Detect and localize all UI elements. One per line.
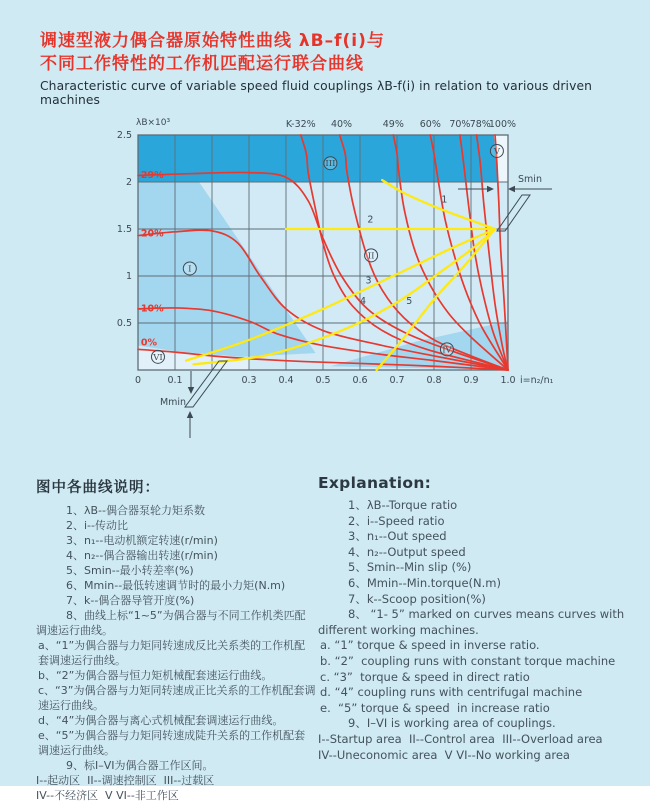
svg-text:5: 5 (406, 296, 413, 308)
legend-en-item-11: c. “3” torque & speed in direct ratio (320, 669, 530, 684)
legend-en-item-8: 8、 “1- 5” marked on curves means curves with different working machines. (318, 607, 625, 637)
svg-text:0.7: 0.7 (389, 375, 405, 386)
svg-text:i=n₂/n₁: i=n₂/n₁ (520, 375, 554, 386)
page-title-en: Characteristic curve of variable speed fluid couplings λB-f(i) in relation to various driven machines (40, 79, 593, 107)
svg-text:III: III (325, 159, 336, 170)
legend-zh-item-5: 5、Smin--最小转差率(%) (66, 564, 194, 577)
legend-zh-item-4: 4、n₂--偶合器输出转速(r/min) (66, 549, 218, 562)
svg-text:4: 4 (360, 296, 367, 308)
legend-zh-item-2: 2、i--传动比 (66, 519, 128, 532)
legend-en-item-13: e. “5” torque & speed in increase ratio (320, 700, 550, 715)
legend-en-item-3: 3、n₁--Out speed (348, 529, 447, 544)
legend-zh-item-12: d、“4”为偶合器与离心式机械配套调速运行曲线。 (38, 714, 284, 727)
svg-text:2: 2 (367, 214, 374, 226)
legend-en-item-12: d. “4” coupling runs with centrifugal machine (320, 685, 583, 700)
svg-text:λB×10³: λB×10³ (136, 118, 171, 128)
legend-zh-item-10: b、“2”为偶合器与恒力矩机械配套速运行曲线。 (38, 669, 273, 682)
legend-zh-item-9: a、“1”为偶合器与力矩同转速成反比关系类的工作机配套调速运行曲线。 (38, 639, 306, 667)
svg-text:0.4: 0.4 (278, 375, 294, 386)
svg-text:1: 1 (441, 194, 448, 206)
svg-text:3: 3 (365, 275, 372, 287)
svg-text:60%: 60% (419, 119, 441, 130)
legend-en-item-6: 6、Mmin--Min.torque(N.m) (348, 575, 501, 590)
page-title-zh-line1: 调速型液力偶合器原始特性曲线 λB–f(i)与 (40, 31, 385, 51)
legend-en-item-10: b. “2” coupling runs with constant torque machine (320, 653, 616, 668)
svg-text:2.5: 2.5 (116, 130, 132, 142)
svg-text:0.5: 0.5 (116, 318, 132, 330)
legend-zh-item-11: c、“3”为偶合器与力矩同转速成正比关系的工作机配套调速运行曲线。 (38, 684, 316, 712)
legend-zh-item-13: e、“5”为偶合器与力矩同转速成陡升关系的工作机配套调速运行曲线。 (38, 729, 306, 757)
svg-text:2: 2 (125, 177, 132, 189)
characteristic-curves-chart (116, 108, 576, 434)
svg-text:1.0: 1.0 (500, 375, 516, 386)
legend-zh-item-3: 3、n₁--电动机额定转速(r/min) (66, 534, 218, 547)
title-block (40, 30, 620, 107)
legend-zh-item-8: 8、曲线上标“1~5”为偶合器与不同工作机类匹配调速运行曲线。 (36, 609, 306, 637)
svg-text:0.5: 0.5 (315, 375, 331, 386)
svg-text:1.5: 1.5 (116, 224, 132, 236)
svg-text:70%: 70% (449, 119, 471, 130)
legend-zh-item-15: I--起动区 II--调速控制区 III--过载区 (36, 774, 215, 787)
svg-text:K-32%: K-32% (285, 119, 316, 130)
legend-en-item-14: 9、I–VI is working area of couplings. (348, 716, 556, 731)
legend-zh-list (36, 503, 316, 803)
legend-en-list (318, 498, 628, 763)
svg-text:20%: 20% (140, 228, 164, 240)
legend-zh-item-6: 6、Mmin--最低转速调节时的最小力矩(N.m) (66, 579, 286, 592)
svg-text:1: 1 (125, 271, 132, 283)
chart-svg (116, 108, 576, 434)
legend-zh-heading: 图中各曲线说明： (36, 480, 160, 496)
legend-en-item-15: I--Startup area II--Control area III--Overload area (318, 731, 603, 746)
legend-zh (36, 476, 316, 803)
svg-text:0.9: 0.9 (463, 375, 479, 386)
legend-en-item-16: IV--Uneconomic area V VI--No working area (318, 747, 570, 762)
svg-text:29%: 29% (140, 170, 164, 182)
legend-en-item-9: a. “1” torque & speed in inverse ratio. (320, 638, 540, 653)
svg-text:0.6: 0.6 (352, 375, 368, 386)
svg-text:II: II (367, 251, 375, 262)
svg-text:VI: VI (153, 352, 163, 363)
svg-text:V: V (493, 146, 500, 157)
smin-label: Smin (518, 174, 542, 185)
legend-zh-item-14: 9、标I–VI为偶合器工作区间。 (66, 759, 214, 772)
region-overload-band-iii (138, 135, 499, 182)
legend-en-item-2: 2、i--Speed ratio (348, 513, 445, 528)
svg-text:0.8: 0.8 (426, 375, 442, 386)
legend-zh-item-16: IV--不经济区 V VI--非工作区 (36, 789, 179, 802)
svg-text:100%: 100% (488, 119, 517, 130)
legend-en-item-7: 7、k--Scoop position(%) (348, 591, 486, 606)
page-title-zh-line2: 不同工作特性的工作机匹配运行联合曲线 (40, 54, 364, 74)
legend-en-item-4: 4、n₂--Output speed (348, 544, 466, 559)
legend-zh-item-1: 1、λB--偶合器泵轮力矩系数 (66, 504, 205, 517)
svg-text:I: I (188, 264, 192, 275)
svg-text:0: 0 (134, 375, 142, 386)
svg-text:IV: IV (442, 345, 452, 356)
mmin-label: Mmin (159, 397, 187, 408)
legend-en-item-1: 1、λB--Torque ratio (348, 498, 458, 512)
legend-zh-item-7: 7、k--偶合器导管开度(%) (66, 594, 195, 607)
svg-text:10%: 10% (140, 303, 164, 315)
svg-text:0%: 0% (140, 337, 157, 349)
svg-text:49%: 49% (382, 119, 404, 130)
svg-text:0.3: 0.3 (241, 375, 257, 386)
svg-text:0.1: 0.1 (167, 375, 183, 386)
svg-text:40%: 40% (330, 119, 353, 130)
legend-en-heading: Explanation: (318, 474, 432, 492)
legend-en-item-5: 5、Smin--Min slip (%) (348, 560, 472, 575)
legend-en (318, 474, 628, 763)
svg-text:78%: 78% (469, 119, 491, 130)
